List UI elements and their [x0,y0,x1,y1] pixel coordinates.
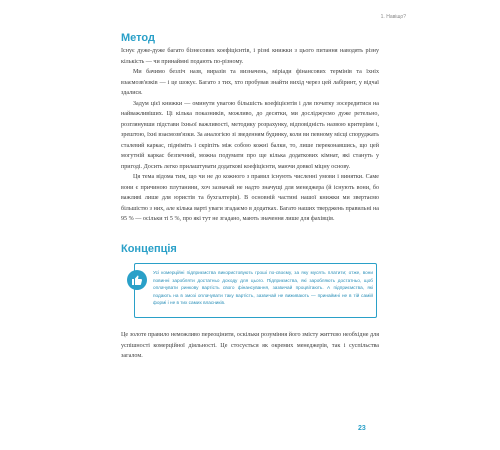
paragraph: Це золоте правило неможливо переоцінити, оскільки розуміння його змісту життєво необхідне для успішності комерційної діяльності. Це стосується як окремих менеджерів, так і суспільства загалом. [121,332,379,359]
concept-callout-box [134,263,377,318]
page-number: 23 [358,425,366,432]
paragraph: Ми бачимо безліч назв, виразів та визначень, міріади фінансових термінів та їхніх взаємозв'язків — і це шокує. Багато з тих, хто пробував знайти вихід через цей лабіринт, у відчаї здалися. [121,69,379,96]
paragraph: Існує дуже-дуже багато бізнесових коефіцієнтів, і різні книжки з цього питання наводять різну кількість — чи принаймні подають по-різному. [121,48,379,65]
section-title-concept: Концепція [121,243,177,255]
paragraph: Задум цієї книжки — оминути увагою більшість коефіцієнтів і для початку зосередитися на найважливіших. Ці кілька показників, можливо, до десятки, ми досліджуємо дуже ретельно, розглянувши підстави їхньої важливості, методику розрахунку, відповідність назвою критеріям і, зрештою, їхні взаємозв'язки. За аналогією зі зведенням будинку, коли ви певному місці споруджать сталевий каркас, підніміть і скріпіть між собою кожні балки, то, лише переконавшись, що цей могутній каркас безпечний, можна подумати про ще кілька додаткових кімнат, які стануть у пригоді. Досить легко прилаштувати додаткові коефіцієнти, маючи довкої міцну основу. [121,100,379,170]
running-head: 1. Навіщо? [380,14,406,20]
method-body [121,46,379,225]
paragraph: Ця тема відома тим, що чи не до кожного з правил існують численні умови і винятки. Саме вони є причиною плутанини, хоч зазначай не надто значущі для менеджера (й існують вони, бо важливі лише для юристів та бухгалтерів). В основній частині нашої книжки ми звертаємо більшістю з них, але кілька варті уваги згадаємо в додатках. Багато наших тверджень правильні на 95 % — осільки ті 5 %, про які тут не згадано, мають значення лише для фахівців. [121,174,379,222]
thumbs-up-icon [127,270,147,290]
callout-text: Усі комерційні підприємства використовують гроші по-своєму, за яку мусять платити; отже, вони повинні заробляти достатньо доходу для цього. Підприємства, які заробляють достатньо, щоб оплачувати ринкову вартість свого фінансування, зазвичай процвітають. А підприємства, які подають на в змозі оплачувати таку вартість, зазвичай не виживають — принаймні не в тій самій формі і не в тих самих власників. [153,270,373,306]
section-title-method: Метод [121,32,155,44]
concept-body [121,330,379,362]
